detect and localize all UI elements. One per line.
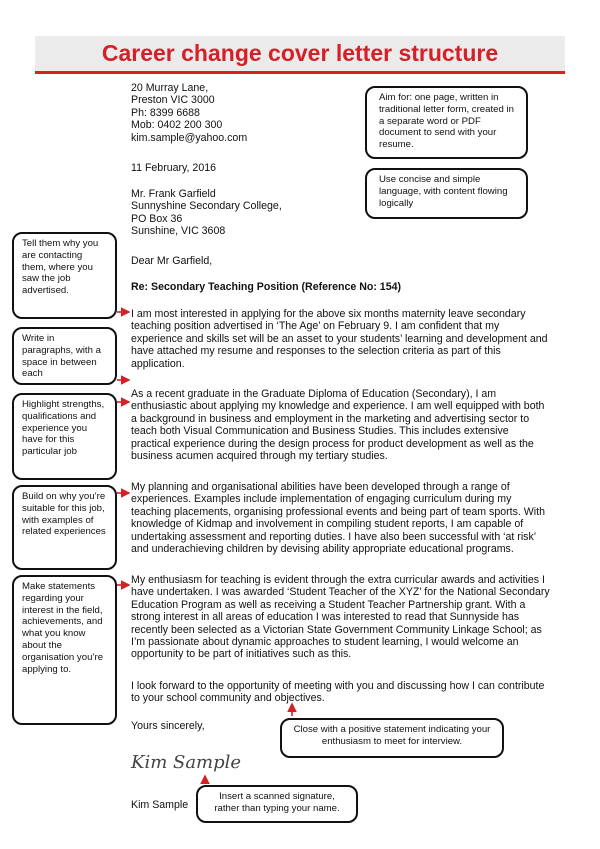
title-underline xyxy=(35,71,565,74)
sender-address xyxy=(131,82,247,144)
paragraph-2: As a recent graduate in the Graduate Diploma of Education (Secondary), I am enthusiastic about applying my knowledge and experience. I am well equipped with both a background in business and employment in the marketing and advertising sector to teach both Visual Communication and Business Studies. This includes extensive practical experience during the design process for product development as well as the business acumen acquired through my tertiary studies. xyxy=(131,388,545,463)
scanned-signature: Kim Sample xyxy=(131,752,242,773)
recipient-name: Mr. Frank Garfield xyxy=(131,188,216,200)
tip-highlight-strengths: Highlight strengths, qualifications and experience you have for this particular job xyxy=(12,393,117,480)
tip-build-suitability: Build on why you’re suitable for this job, with examples of related experiences xyxy=(12,485,117,570)
subject-line: Re: Secondary Teaching Position (Reference No: 154) xyxy=(131,281,402,293)
sender-mobile: Mob: 0402 200 300 xyxy=(131,119,223,132)
title-band xyxy=(35,36,565,74)
recipient-po: PO Box 36 xyxy=(131,212,183,225)
tip-write-paragraphs: Write in paragraphs, with a space in between each xyxy=(12,327,117,385)
recipient-suburb: Sunshine, VIC 3608 xyxy=(131,225,226,238)
tip-scanned-signature: Insert a scanned signature, rather than typing your name. xyxy=(196,785,358,823)
paragraph-4: My enthusiasm for teaching is evident through the extra curricular awards and activities I have undertaken. I was awarded ‘Student Teacher of the XYZ’ for the National Secondary Education Program as well as receiving a Student Teacher Partnership grant. With a strong interest in all areas of education I was interested to read that Sunnyside has recently been selected as a Victorian State Government Community Linkage School; as I’m passionate about dynamic approaches to student learning, I would welcome an opportunity to be part of initiatives such as this. xyxy=(131,574,550,661)
paragraph-5: I look forward to the opportunity of meeting with you and discussing how I can contribute to your school community and objectives. xyxy=(131,680,545,705)
signed-name: Kim Sample xyxy=(131,799,189,811)
tip-close-positive: Close with a positive statement indicating your enthusiasm to meet for interview. xyxy=(280,718,504,758)
sender-address-line2: Preston VIC 3000 xyxy=(131,94,215,107)
sender-email: kim.sample@yahoo.com xyxy=(131,131,248,144)
paragraph-1: I am most interested in applying for the above six months maternity leave secondary teaching position advertised in ‘The Age’ on February 9. I am confident that my experience and skills set will be an asset to your students’ learning and development and have attached my resume and responses to the selection criteria as part of this application. xyxy=(131,308,548,370)
sender-phone: Ph: 8399 6688 xyxy=(131,106,200,119)
recipient-address xyxy=(131,188,282,238)
closing: Yours sincerely, xyxy=(131,720,205,732)
tip-make-statements: Make statements regarding your interest in the field, achievements, and what you know about the organisation you’re applying to. xyxy=(12,575,117,725)
tip-aim: Aim for: one page, written in traditional letter form, created in a separate word or PDF document to send with your resume. xyxy=(365,86,528,159)
letter-date: 11 February, 2016 xyxy=(131,162,216,174)
tip-tell-them: Tell them why you are contacting them, where you saw the job advertised. xyxy=(12,232,117,319)
page-title: Career change cover letter structure xyxy=(101,40,499,66)
sender-address-line1: 20 Murray Lane, xyxy=(131,82,209,94)
tip-concise-language: Use concise and simple language, with content flowing logically xyxy=(365,168,528,219)
recipient-org: Sunnyshine Secondary College, xyxy=(131,200,282,213)
salutation: Dear Mr Garfield, xyxy=(131,255,213,267)
paragraph-3: My planning and organisational abilities have been developed through a range of experiences. Examples include implementation of engaging curriculum during my teaching placements, organising professional events and being part of team sports. With knowledge of Kidmap and involvement in compiling student reports, I am capable of undertaking assessment and reporting duties. I have also been successful with ‘at risk’ and underachieving children by devising ability appropriate educational programs. xyxy=(131,481,545,556)
